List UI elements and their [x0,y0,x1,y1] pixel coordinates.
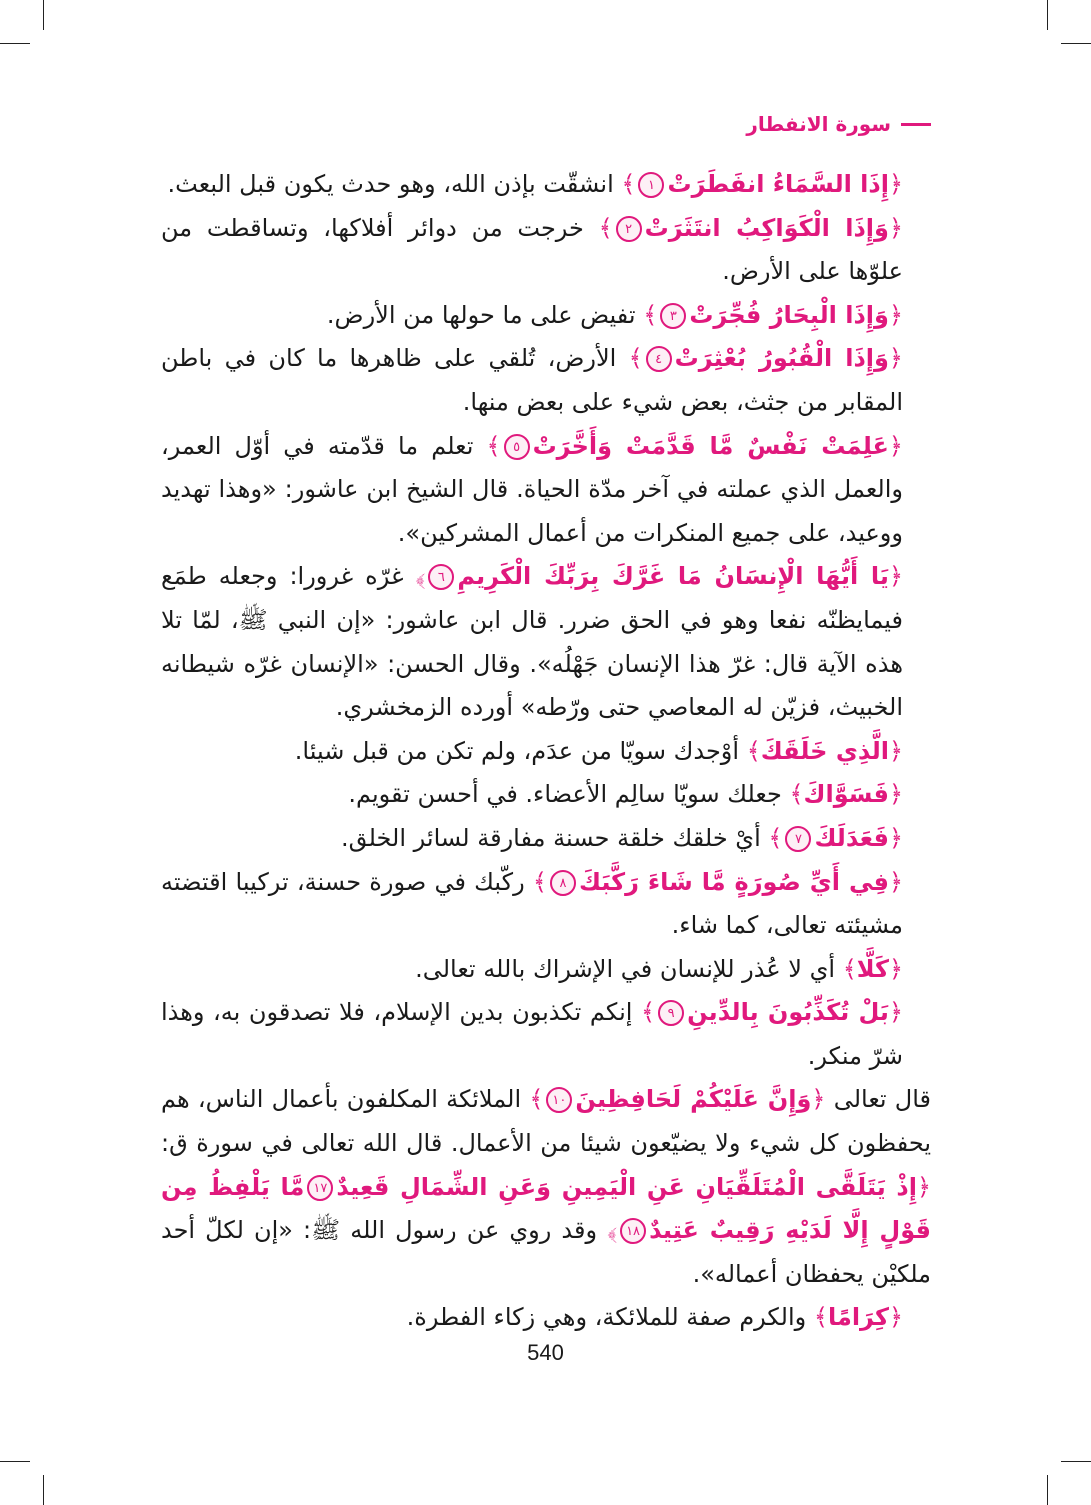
surah-title: سورة الانفطار [746,112,891,136]
verse-number-badge: ١٠ [546,1087,572,1113]
verse-entry: ﴿وَإِذَا الْقُبُورُ بُعْثِرَتْ٤﴾ الأرض، تُلقي على ظاهرها ما كان في باطن المقابر من جثث، بعض شيء على بعض منها. [161,344,903,416]
ayah-text: مَّا يَلْفِظُ مِن قَوْلٍ إِلَّا لَدَيْهِ رَقِيبٌ عَتِيدٌ [161,1172,931,1245]
verse-number-badge: ٧ [785,826,811,852]
explanation-text: الملائكة المكلفون بأعمال الناس، هم يحفظون كل شيء ولا يضيّعون شيئا من الأعمال. قال الله تعالى في سورة ق: [161,1085,931,1158]
explanation-text: خرجت من دوائر أفلاكها، وتساقطت من علوّها على الأرض. [161,213,903,286]
explanation-text: الأرض، تُلقي على ظاهرها ما كان في باطن المقابر من جثث، بعض شيء على بعض منها. [161,344,903,416]
verse-entry: ﴿كِرَامًا﴾ والكرم صفة للملائكة، وهي زكاء الفطرة. [406,1303,903,1332]
ayah-text: وَإِنَّ عَلَيْكُمْ لَحَافِظِينَ [575,1085,812,1114]
verse-entry: ﴿بَلْ تُكَذِّبُونَ بِالدِّينِ٩﴾ إنكم تكذبون بدين الإسلام، فلا تصدقون به، وهذا شرّ منكر. [161,998,904,1070]
crop-mark [1061,1461,1091,1462]
explanation-text: أيْ خلقك خلقة حسنة مفارقة لسائر الخلق. [340,823,761,852]
page-number: 540 [527,1340,564,1365]
explanation-text: إنكم تكذبون بدين الإسلام، فلا تصدقون به، وهذا شرّ منكر. [161,998,903,1070]
explanation-text: انشقّت بإذن الله، وهو حدث يكون قبل البعث. [167,170,614,198]
malaika-paragraph: قال تعالى ﴿وَإِنَّ عَلَيْكُمْ لَحَافِظِينَ١٠﴾ الملائكة المكلفون بأعمال الناس، هم يحفظون كل شيء ولا يضيّعون شيئا من الأعمال. قال الله تعالى في سورة ق: ﴿إِذْ يَتَلَقَّى الْمُتَلَقِّيَانِ عَنِ الْيَمِينِ وَعَنِ الشِّمَالِ قَعِيدٌ١٧مَّا يَلْفِظُ مِن قَوْلٍ إِلَّا لَدَيْهِ رَقِيبٌ عَتِيدٌ١٨﴾ وقد روي عن رسول الله ﷺ: «إن لكلّ أحد ملكيْن يحفظان أعماله». [161,1085,932,1288]
explanation-text: والكرم صفة للملائكة، وهي زكاء الفطرة. [406,1303,807,1332]
verse-entry: ﴿فِي أَيِّ صُورَةٍ مَّا شَاءَ رَكَّبَكَ٨﴾ ركّبك في صورة حسنة، تركيبا اقتضته مشيئته تعالى، كما شاء. [161,867,903,940]
ayah-text: وَإِذَا الْقُبُورُ بُعْثِرَتْ [674,344,889,373]
verse-entry: ﴿عَلِمَتْ نَفْسٌ مَّا قَدَّمَتْ وَأَخَّرَتْ٥﴾ تعلم ما قدّمته في أوّل العمر، والعمل الذي عملته في آخر مدّة الحياة. قال الشيخ ابن عاشور: «وهذا تهديد ووعيد، على جميع المنكرات من أعمال المشركين». [161,431,903,547]
explanation-text: تعلم ما قدّمته في أوّل العمر، والعمل الذي عملته في آخر مدّة الحياة. قال الشيخ ابن عاشور: «وهذا تهديد ووعيد، على جميع المنكرات من أعمال المشركين». [161,431,903,547]
crop-mark [0,43,30,44]
verse-number-badge: ٩ [658,1000,684,1026]
ayah-text: كِرَامًا [827,1303,889,1332]
explanation-text: ركّبك في صورة حسنة، تركيبا اقتضته مشيئته تعالى، كما شاء. [161,867,903,940]
verse-entry: ﴿فَعَدَلَكَ٧﴾ أيْ خلقك خلقة حسنة مفارقة لسائر الخلق. [340,823,903,852]
verse-number-badge: ١ [638,172,664,198]
header-rule [901,123,931,126]
crop-mark [1047,0,1048,30]
ayah-text: فَعَدَلَكَ [814,823,889,852]
crop-mark [1061,43,1091,44]
explanation-text: وقد روي عن رسول الله ﷺ: «إن لكلّ أحد ملكيْن يحفظان أعماله». [161,1216,931,1288]
ayah-text: الَّذِي خَلَقَكَ [760,736,889,765]
crop-mark [0,1461,30,1462]
ayah-text: وَإِذَا الْكَوَاكِبُ انتَثَرَتْ [644,213,889,242]
ayah-text: يَا أَيُّهَا الْإِنسَانُ مَا غَرَّكَ بِرَبِّكَ الْكَرِيمِ [457,562,889,591]
explanation-text: جعلك سويّا سالِم الأعضاء. في أحسن تقويم. [348,780,782,809]
verse-number-badge: ١٧ [307,1175,333,1201]
ayah-text: فَسَوَّاكَ [803,780,889,809]
lead-text: قال تعالى [833,1085,931,1114]
crop-mark [43,0,44,30]
verse-entry: ﴿فَسَوَّاكَ﴾ جعلك سويّا سالِم الأعضاء. في أحسن تقويم. [348,780,903,809]
verse-number-badge: ٤ [646,346,672,372]
explanation-text: تفيض على ما حولها من الأرض. [326,300,636,329]
verse-entry: ﴿الَّذِي خَلَقَكَ﴾ أوْجدك سويّا من عدَم، ولم تكن من قبل شيئا. [294,736,903,765]
ayah-text: وَإِذَا الْبِحَارُ فُجِّرَتْ [689,300,889,329]
verse-number-badge: ٦ [428,564,454,590]
ayah-text: إِذْ يَتَلَقَّى الْمُتَلَقِّيَانِ عَنِ الْيَمِينِ وَعَنِ الشِّمَالِ قَعِيدٌ [336,1172,917,1201]
verse-number-badge: ٨ [550,870,576,896]
verse-entry: ﴿إِذَا السَّمَاءُ انفَطَرَتْ١﴾ انشقّت بإذن الله، وهو حدث يكون قبل البعث. [167,170,903,198]
verse-number-badge: ٢ [616,216,642,242]
tafsir-body [161,163,931,1340]
verse-entry: ﴿يَا أَيُّهَا الْإِنسَانُ مَا غَرَّكَ بِرَبِّكَ الْكَرِيمِ٦﴾ غرّه غرورا: وجعله طمَع فيمايظنّه نفعا وهو في الحق ضرر. قال ابن عاشور: «إن النبي ﷺ، لمّا تلا هذه الآية قال: غرّ هذا الإنسان جَهْلُه». وقال الحسن: «الإنسان غرّه شيطانه الخبيث، فزيّن له المعاصي حتى ورّطه» أورده الزمخشري. [161,562,904,722]
ayah-text: كَلَّا [856,954,889,983]
crop-mark [1047,1475,1048,1505]
explanation-text: أوْجدك سويّا من عدَم، ولم تكن من قبل شيئا. [294,736,740,765]
verse-number-badge: ٥ [504,434,530,460]
crop-mark [43,1475,44,1505]
verse-entry: ﴿وَإِذَا الْكَوَاكِبُ انتَثَرَتْ٢﴾ خرجت من دوائر أفلاكها، وتساقطت من علوّها على الأرض. [161,213,904,286]
running-header [746,112,931,136]
ayah-text: إِذَا السَّمَاءُ انفَطَرَتْ [667,170,889,198]
verse-number-badge: ١٨ [620,1218,646,1244]
verse-entry: ﴿كَلَّا﴾ أي لا عُذر للإنسان في الإشراك بالله تعالى. [415,954,903,983]
ayah-text: عَلِمَتْ نَفْسٌ مَّا قَدَّمَتْ وَأَخَّرَتْ [532,431,889,460]
ayah-text: بَلْ تُكَذِّبُونَ بِالدِّينِ [687,998,889,1027]
explanation-text: أي لا عُذر للإنسان في الإشراك بالله تعالى. [415,954,836,983]
verse-entry: ﴿وَإِذَا الْبِحَارُ فُجِّرَتْ٣﴾ تفيض على ما حولها من الأرض. [326,300,903,329]
verse-number-badge: ٣ [660,303,686,329]
explanation-text: غرّه غرورا: وجعله طمَع فيمايظنّه نفعا وهو في الحق ضرر. قال ابن عاشور: «إن النبي ﷺ، لمّا تلا هذه الآية قال: غرّ هذا الإنسان جَهْلُه». وقال الحسن: «الإنسان غرّه شيطانه الخبيث، فزيّن له المعاصي حتى ورّطه» أورده الزمخشري. [161,562,903,722]
ayah-text: فِي أَيِّ صُورَةٍ مَّا شَاءَ رَكَّبَكَ [578,867,889,896]
